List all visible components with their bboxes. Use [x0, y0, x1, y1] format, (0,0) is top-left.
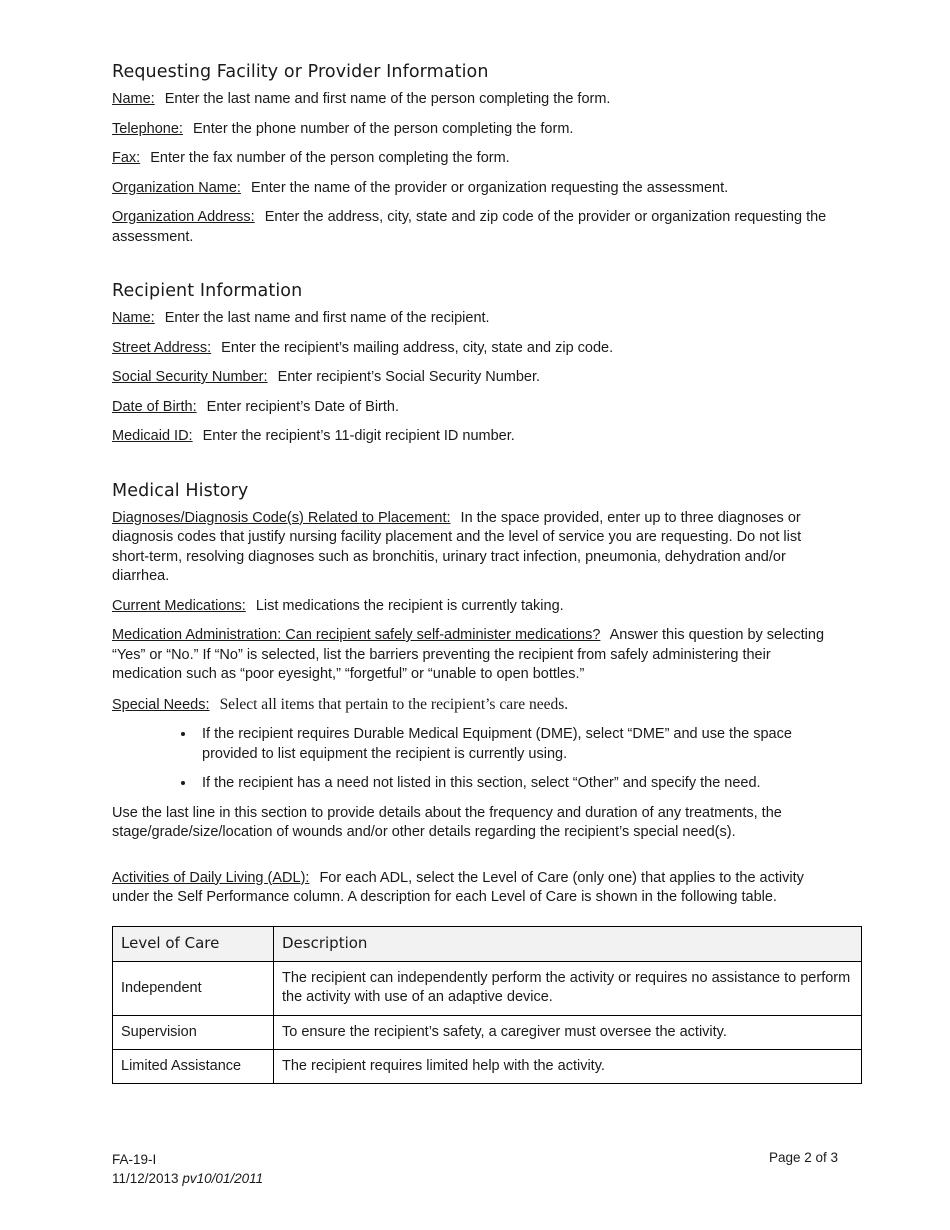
- item-text: Enter recipient’s Social Security Number.: [277, 369, 541, 385]
- item-label: Social Security Number:: [112, 369, 268, 385]
- administration-item: [112, 626, 842, 685]
- item-label: Name:: [112, 91, 155, 107]
- requesting-heading: Requesting Facility or Provider Information: [112, 62, 489, 82]
- recipient-heading: Recipient Information: [112, 281, 303, 301]
- item-text: For each ADL, select the Level of Care (only one) that applies to the activity under the Self Performance column. A description for each Level of Care is shown in the following table.: [112, 869, 804, 905]
- footer-left: [112, 1150, 263, 1188]
- special-needs-list: [112, 725, 842, 794]
- header-level-of-care: Level of Care: [113, 926, 274, 961]
- item-text: List medications the recipient is currently taking.: [255, 597, 564, 614]
- item-label: Activities of Daily Living (ADL):: [112, 869, 310, 886]
- level-cell: Limited Assistance: [113, 1049, 274, 1083]
- req-org-address-item: [112, 208, 842, 247]
- req-name-item: [112, 90, 842, 110]
- level-cell: Supervision: [113, 1015, 274, 1049]
- item-text: Enter the recipient’s mailing address, city, state and zip code.: [221, 339, 614, 356]
- item-label: Fax:: [112, 150, 141, 166]
- adl-item: [112, 869, 842, 908]
- item-label: Organization Address:: [112, 209, 255, 225]
- footer-version: pv10/01/2011: [182, 1171, 264, 1186]
- req-org-name-item: [112, 179, 842, 199]
- item-text: In the space provided, enter up to three diagnoses or diagnosis codes that justify nursing facility placement and the level of service you are requesting. Do not list short-term, resolving diagnoses such as bronchitis, urinary tract infection, pneumonia, dehydration and/or diarrhea.: [112, 509, 802, 584]
- footer-date-line: [112, 1169, 263, 1188]
- table-row: [113, 961, 862, 1015]
- item-label: Street Address:: [112, 339, 212, 356]
- rec-dob-item: [112, 398, 842, 418]
- item-text: Enter the address, city, state and zip code of the provider or organization requesting the assessment.: [112, 209, 827, 245]
- item-text: Select all items that pertain to the recipient’s care needs.: [219, 695, 569, 713]
- page-number: Page 2 of 3: [769, 1150, 839, 1165]
- description-cell: To ensure the recipient’s safety, a caregiver must oversee the activity.: [274, 1015, 862, 1049]
- item-label: Medicaid ID:: [112, 428, 193, 444]
- table-header-row: [113, 926, 862, 961]
- item-text: Answer this question by selecting “Yes” or “No.” If “No” is selected, list the barriers preventing the recipient from safely administering their medication such as “poor eyesight,” “forgetful” or “unable to open bottles.”: [112, 627, 825, 682]
- item-label: Diagnoses/Diagnosis Code(s) Related to Placement:: [112, 509, 451, 526]
- item-label: Medication Administration: Can recipient safely self-administer medications?: [112, 627, 601, 643]
- item-text: Enter the last name and first name of the recipient.: [164, 310, 490, 326]
- medical-section: [112, 480, 851, 1084]
- item-text: Enter the recipient’s 11-digit recipient ID number.: [202, 428, 515, 444]
- item-text: Enter the last name and first name of the person completing the form.: [164, 91, 611, 107]
- list-item: • If the recipient requires Durable Medical Equipment (DME), select “DME” and use the space provided to list equipment the recipient is currently using.: [196, 725, 842, 764]
- item-text: Enter the name of the provider or organization requesting the assessment.: [250, 179, 729, 196]
- medications-item: [112, 597, 842, 617]
- item-label: Current Medications:: [112, 597, 246, 614]
- item-label: Organization Name:: [112, 179, 241, 196]
- rec-ssn-item: [112, 368, 842, 388]
- special-needs-item: [112, 695, 842, 716]
- last-line-paragraph: Use the last line in this section to provide details about the frequency and duration of any treatments, the stage/grade/size/location of wounds and/or other details regarding the recipient’s special need(s).: [112, 804, 782, 840]
- description-cell: The recipient requires limited help with the activity.: [274, 1049, 862, 1083]
- level-of-care-table: [112, 926, 862, 1084]
- item-label: Telephone:: [112, 120, 183, 137]
- item-label: Special Needs:: [112, 696, 210, 713]
- diagnoses-item: [112, 509, 842, 587]
- recipient-section: [112, 281, 842, 447]
- req-fax-item: [112, 149, 842, 169]
- requesting-section: [112, 62, 842, 247]
- content: [112, 62, 851, 1084]
- table-row: [113, 1015, 862, 1049]
- level-cell: Independent: [113, 961, 274, 1015]
- rec-address-item: [112, 339, 842, 359]
- item-label: Date of Birth:: [112, 398, 197, 415]
- rec-medicaid-item: [112, 427, 842, 447]
- table-row: [113, 1049, 862, 1083]
- footer-date: 11/12/2013: [112, 1171, 179, 1186]
- form-id: FA-19-I: [112, 1152, 157, 1167]
- item-text: Enter the fax number of the person completing the form.: [150, 150, 510, 166]
- description-cell: The recipient can independently perform the activity or requires no assistance to perform the activity with use of an adaptive device.: [274, 961, 862, 1015]
- rec-name-item: [112, 309, 842, 329]
- item-label: Name:: [112, 310, 155, 326]
- medical-heading: Medical History: [112, 480, 249, 501]
- item-text: Enter the phone number of the person completing the form.: [192, 120, 574, 137]
- req-telephone-item: [112, 120, 842, 140]
- list-item: • If the recipient has a need not listed in this section, select “Other” and specify the need.: [196, 774, 842, 794]
- header-description: Description: [274, 926, 862, 961]
- item-text: Enter recipient’s Date of Birth.: [206, 398, 400, 415]
